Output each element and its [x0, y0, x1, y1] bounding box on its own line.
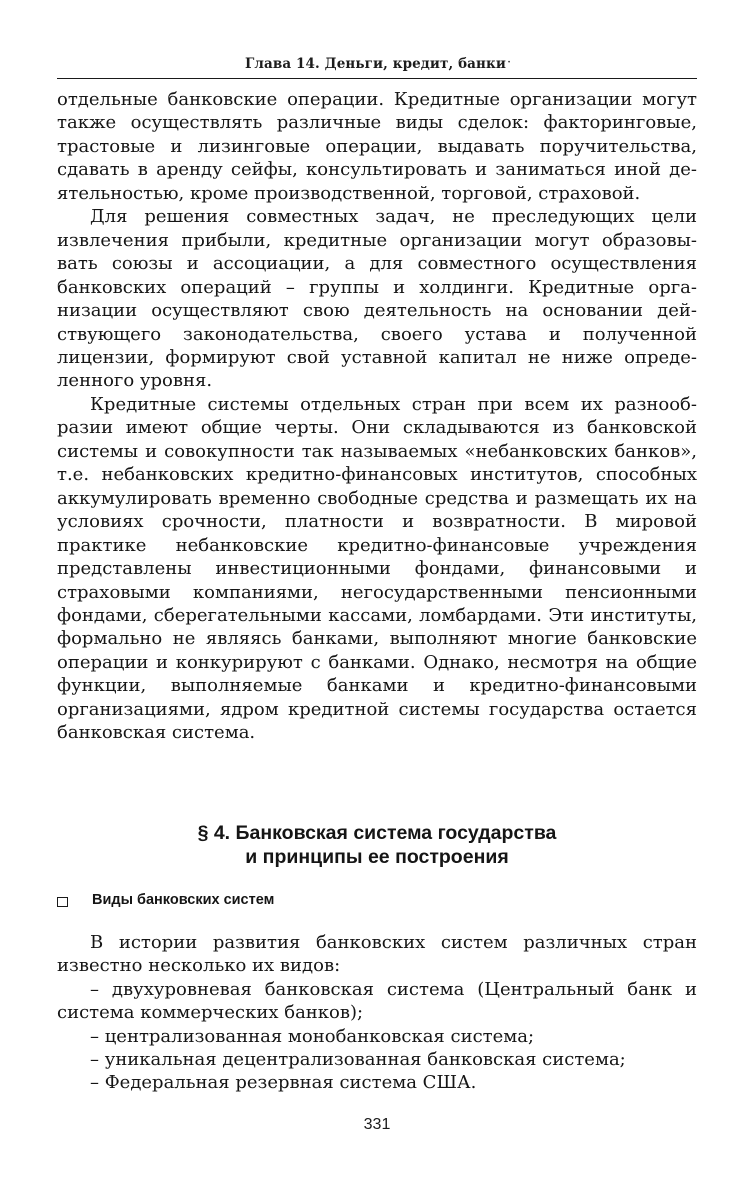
list-item: – централизованная монобанковская система;	[90, 1025, 535, 1047]
list-item: – двухуровневая банковская система (Центральный банк и система коммерческих банков);	[57, 978, 697, 1024]
running-head	[57, 56, 697, 79]
list-item: – Федеральная резервная система США.	[90, 1072, 477, 1094]
section-heading	[57, 821, 697, 869]
bank-systems-list	[57, 931, 697, 1095]
list-intro: В истории развития банковских систем различных стран известно несколько их видов:	[57, 932, 697, 977]
paragraph-continuation: отдельные банковские операции. Кредитные организации могут также осуществлять различные виды сделок: факторинговые, трастовые и лизинговые операции, выдавать поручительства, сдавать в аренду сейфы, консультировать и заниматься иной деятельностью, кроме производственной, торговой, страховой.	[57, 89, 697, 204]
subsection-heading	[57, 891, 697, 913]
subsection-title: Виды банковских систем	[92, 892, 275, 908]
paragraph-credit-unions: Для решения совместных задач, не преследующих цели извлечения прибыли, кредитные организации могут образовывать союзы и ассоциации, а для совместного осуществления банковских операций – группы и холдинги. Кредитные организации осуществляют свою деятельность на основании действующего законодательства, своего устава и полученной лицензии, формируют свой уставной капитал не ниже определенного уровня.	[57, 206, 697, 392]
header-dot-mark: ·	[507, 55, 512, 70]
list-item: – уникальная децентрализованная банковская система;	[90, 1049, 626, 1071]
body-text	[57, 88, 697, 745]
chapter-title: Глава 14. Деньги, кредит, банки	[245, 56, 506, 72]
book-page	[57, 40, 697, 1170]
paragraph-credit-systems: Кредитные системы отдельных стран при всем их разнообразии имеют общие черты. Они складываются из банковской системы и совокупности так называемых «небанковских банков», т.е. небанковских кредитно-финансовых институтов, способных аккумулировать временно свободные средства и размещать их на условиях срочности, платности и возвратности. В мировой практике небанковские кредитно-финансовые учреждения представлены инвестиционными фондами, финансовыми и страховыми компаниями, негосударственными пенсионными фондами, сберегательными кассами, ломбардами. Эти институты, формально не являясь банками, выполняют многие банковские операции и конкурируют с банками. Однако, несмотря на общие функции, выполняемые банками и кредитно-финансовыми организациями, ядром кредитной системы государства остается банковская система.	[57, 393, 697, 744]
page-number: 331	[363, 1116, 391, 1133]
section-heading-line-2: и принципы ее построения	[245, 846, 509, 868]
section-heading-line-1: § 4. Банковская система государства	[197, 822, 557, 844]
checkbox-square-icon	[57, 897, 68, 907]
